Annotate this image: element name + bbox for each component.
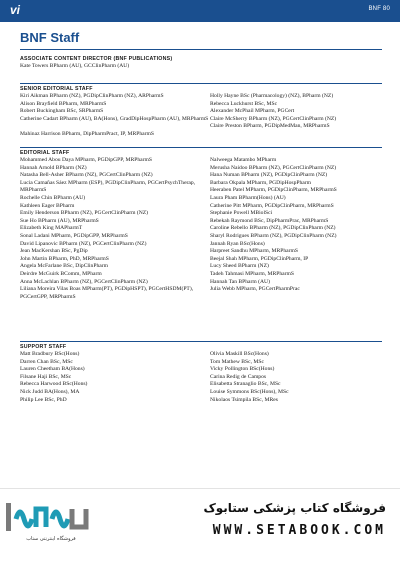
staff-member: Tadeh Tahmasi MPharm, MRPharmS [210,270,294,277]
staff-member: Beejal Shah MPharm, PGDipClinPharm, IP [210,255,309,262]
section-heading: SENIOR EDITORIAL STAFF [20,86,93,92]
logo-caption: فروشگاه اینترنتی ستاب [26,536,76,542]
staff-member: Elisabetta Stranaglio BSc, MSc [210,381,281,388]
staff-member: Matt Bradbury BSc(Hons) [20,351,80,357]
staff-member: Alison Brayfield BPharm, MRPharmS [20,100,107,107]
staff-member: Kate Towers BPharm (AU), GCClinPharm (AU) [20,63,130,69]
staff-column-left [20,351,210,404]
staff-column-right [210,157,382,301]
staff-column-right [210,93,382,139]
staff-member: Mohammed Abou Daya MPharm, PGDipGPP, MRPharmS [20,157,152,163]
staff-member: Anna McLachlan BPharm (NZ), PGCertClinPharm (NZ) [20,278,148,285]
title-rule [20,49,382,50]
staff-section [20,344,382,404]
store-website: WWW.SETABOOK.COM [212,523,386,538]
staff-member: Nikolaos Tsimpila BSc, MRes [210,396,278,403]
staff-member: Julia Webb MPharm, PGCertPharmPrac [210,286,300,293]
staff-member: Vicky Pollington BSc(Hons) [210,366,275,373]
staff-member: Robert Buckingham BSc, SRPharmS [20,108,104,115]
page-number: vi [10,3,21,17]
staff-column-left [20,93,210,139]
staff-member: Laura Pham BPharm(Hons) (AU) [210,194,286,201]
staff-section [20,86,382,139]
running-title: BNF 80 [368,6,390,12]
section-divider [20,341,382,342]
staff-member: Elizabeth King MAPharmT [20,225,83,232]
staff-member: Lucy Sheed BPharm (NZ) [210,263,269,270]
staff-member: Kathleen Eager BPharm [20,202,75,209]
staff-member: Liliana Moreira Vilas Boas MPharm(PT), PGDipHSPT), PGCertHSDM(PT), PGCertGPP, MRPharmS [20,286,194,300]
staff-member: Claire McSherry BPharm (NZ), PGCertClinPharm (NZ) [210,115,337,122]
publisher-footer [0,488,400,567]
staff-member: Nick Judd BA(Hons), MA [20,388,80,395]
staff-member: Stephanie Powell MBiolSci [210,210,273,217]
staff-member: Nalweega Matambo MPharm [210,157,277,163]
staff-section [20,150,382,301]
staff-member: Louise Symmons BSc(Hons), MSc [210,388,289,395]
staff-member: Deirdre McGuirk BComm, MPharm [20,270,102,277]
section-heading: SUPPORT STAFF [20,344,67,350]
setabook-logo-icon [6,499,92,535]
staff-column-left [20,63,210,71]
page-header-bar [0,0,400,22]
section-divider [20,83,382,84]
page-title: BNF Staff [20,30,80,45]
staff-member: Catherine Pitt MPharm, PGDipClinPharm, MRPharmS [210,202,334,209]
staff-member: Claire Preston BPharm, PGDipMedMan, MRPharmS [210,123,330,130]
staff-member: Tom Mathew BSc, MSc [210,358,264,365]
staff-member: Rebecca Harwood BSc(Hons) [20,381,88,388]
staff-member: Catherine Cadart BPharm (AU), BA(Hons), GradDipHospPharm (AU), MRPharmS [20,115,209,122]
staff-member: Harpreet Sandhu MPharm, MRPharmS [210,248,298,255]
staff-member: Olivia Maskill BSc(Hons) [210,351,269,357]
staff-member: Sue Ho BPharm (AU), MRPharmS [20,217,99,224]
staff-member: Jean MacKershan BSc, PgDip [20,248,88,255]
staff-member: Sonal Ladani MPharm, PGDipGPP, MRPharmS [20,232,128,239]
staff-member: Rebekah Raymond BSc, DipPharmPrac, MRPharmS [210,217,329,224]
staff-member: Jannah Ryan BSc(Hons) [210,240,265,247]
staff-column-right [210,351,382,404]
staff-column-left [20,157,210,301]
staff-column-right [210,63,382,71]
staff-member: Heeraben Patel MPharm, PGDipClinPharm, MRPharmS [210,187,337,194]
staff-member: John Martin BPharm, PhD, MRPharmS [20,255,109,262]
store-name: فروشگاه کتاب پزشکی ستابوک [203,501,386,515]
section-divider [20,147,382,148]
staff-member: Lauren Cheetham BA(Hons) [20,366,85,373]
staff-member: Alexander McPhail MPharm, PGCert [210,108,295,115]
staff-member: Angela McFarlane BSc, DipClinPharm [20,263,108,270]
staff-member: Hannah Arnold BPharm (NZ) [20,164,87,171]
section-heading: ASSOCIATE CONTENT DIRECTOR (BNF PUBLICATIONS) [20,56,173,62]
staff-member: David Lipanovic BPharm (NZ), PGCertClinPharm (NZ) [20,240,147,247]
staff-section [20,56,382,71]
staff-member: Philip Lee BSc, PhD [20,396,67,403]
staff-member: Filsane Haji BSc, MSc [20,373,72,380]
staff-member: Natasha Bell-Asher BPharm (NZ), PGCertClinPharm (NZ) [20,172,153,179]
staff-member: Hana Numan BPharm (NZ), PGDipClinPharm (NZ) [210,172,328,179]
staff-member: Barbara Okpala MPharm, PGDipHospPharm [210,179,311,186]
staff-member: Sharyl Rodrigues BPharm (NZ), PGDipClinPharm (NZ) [210,232,337,239]
staff-member: Emily Henderson BPharm (NZ), PGCertClinPharm (NZ) [20,210,149,217]
staff-member: Holly Hayne BSc (Pharmacology) (NZ), BPharm (NZ) [210,93,334,99]
staff-member: Carina Redig de Campos [210,373,267,380]
staff-member: Mahinaz Harrison BPharm, DipPharmPract, IP, MRPharmS [20,130,154,137]
staff-member: Merusha Naidoo BPharm (NZ), PGCertClinPharm (NZ) [210,164,337,171]
section-heading: EDITORIAL STAFF [20,150,70,156]
staff-member: Lucia Camañas Sáez MPharm (ESP), PGDipClinPharm, PGCertPsychTherap, MRPharmS [20,179,196,194]
staff-member: Rochelle Chin BPharm (AU) [20,194,86,201]
staff-member: Darren Chan BSc, MSc [20,358,73,365]
staff-member: Kiri Aikman BPharm (NZ), PGDipClinPharm (NZ), ARPharmS [20,93,164,99]
staff-member: Rebecca Luckhurst BSc, MSc [210,100,278,107]
staff-member: Hannah Tan BPharm (AU) [210,278,270,285]
staff-member: Caroline Rebello BPharm (NZ), PGDipClinPharm (NZ) [210,225,336,232]
